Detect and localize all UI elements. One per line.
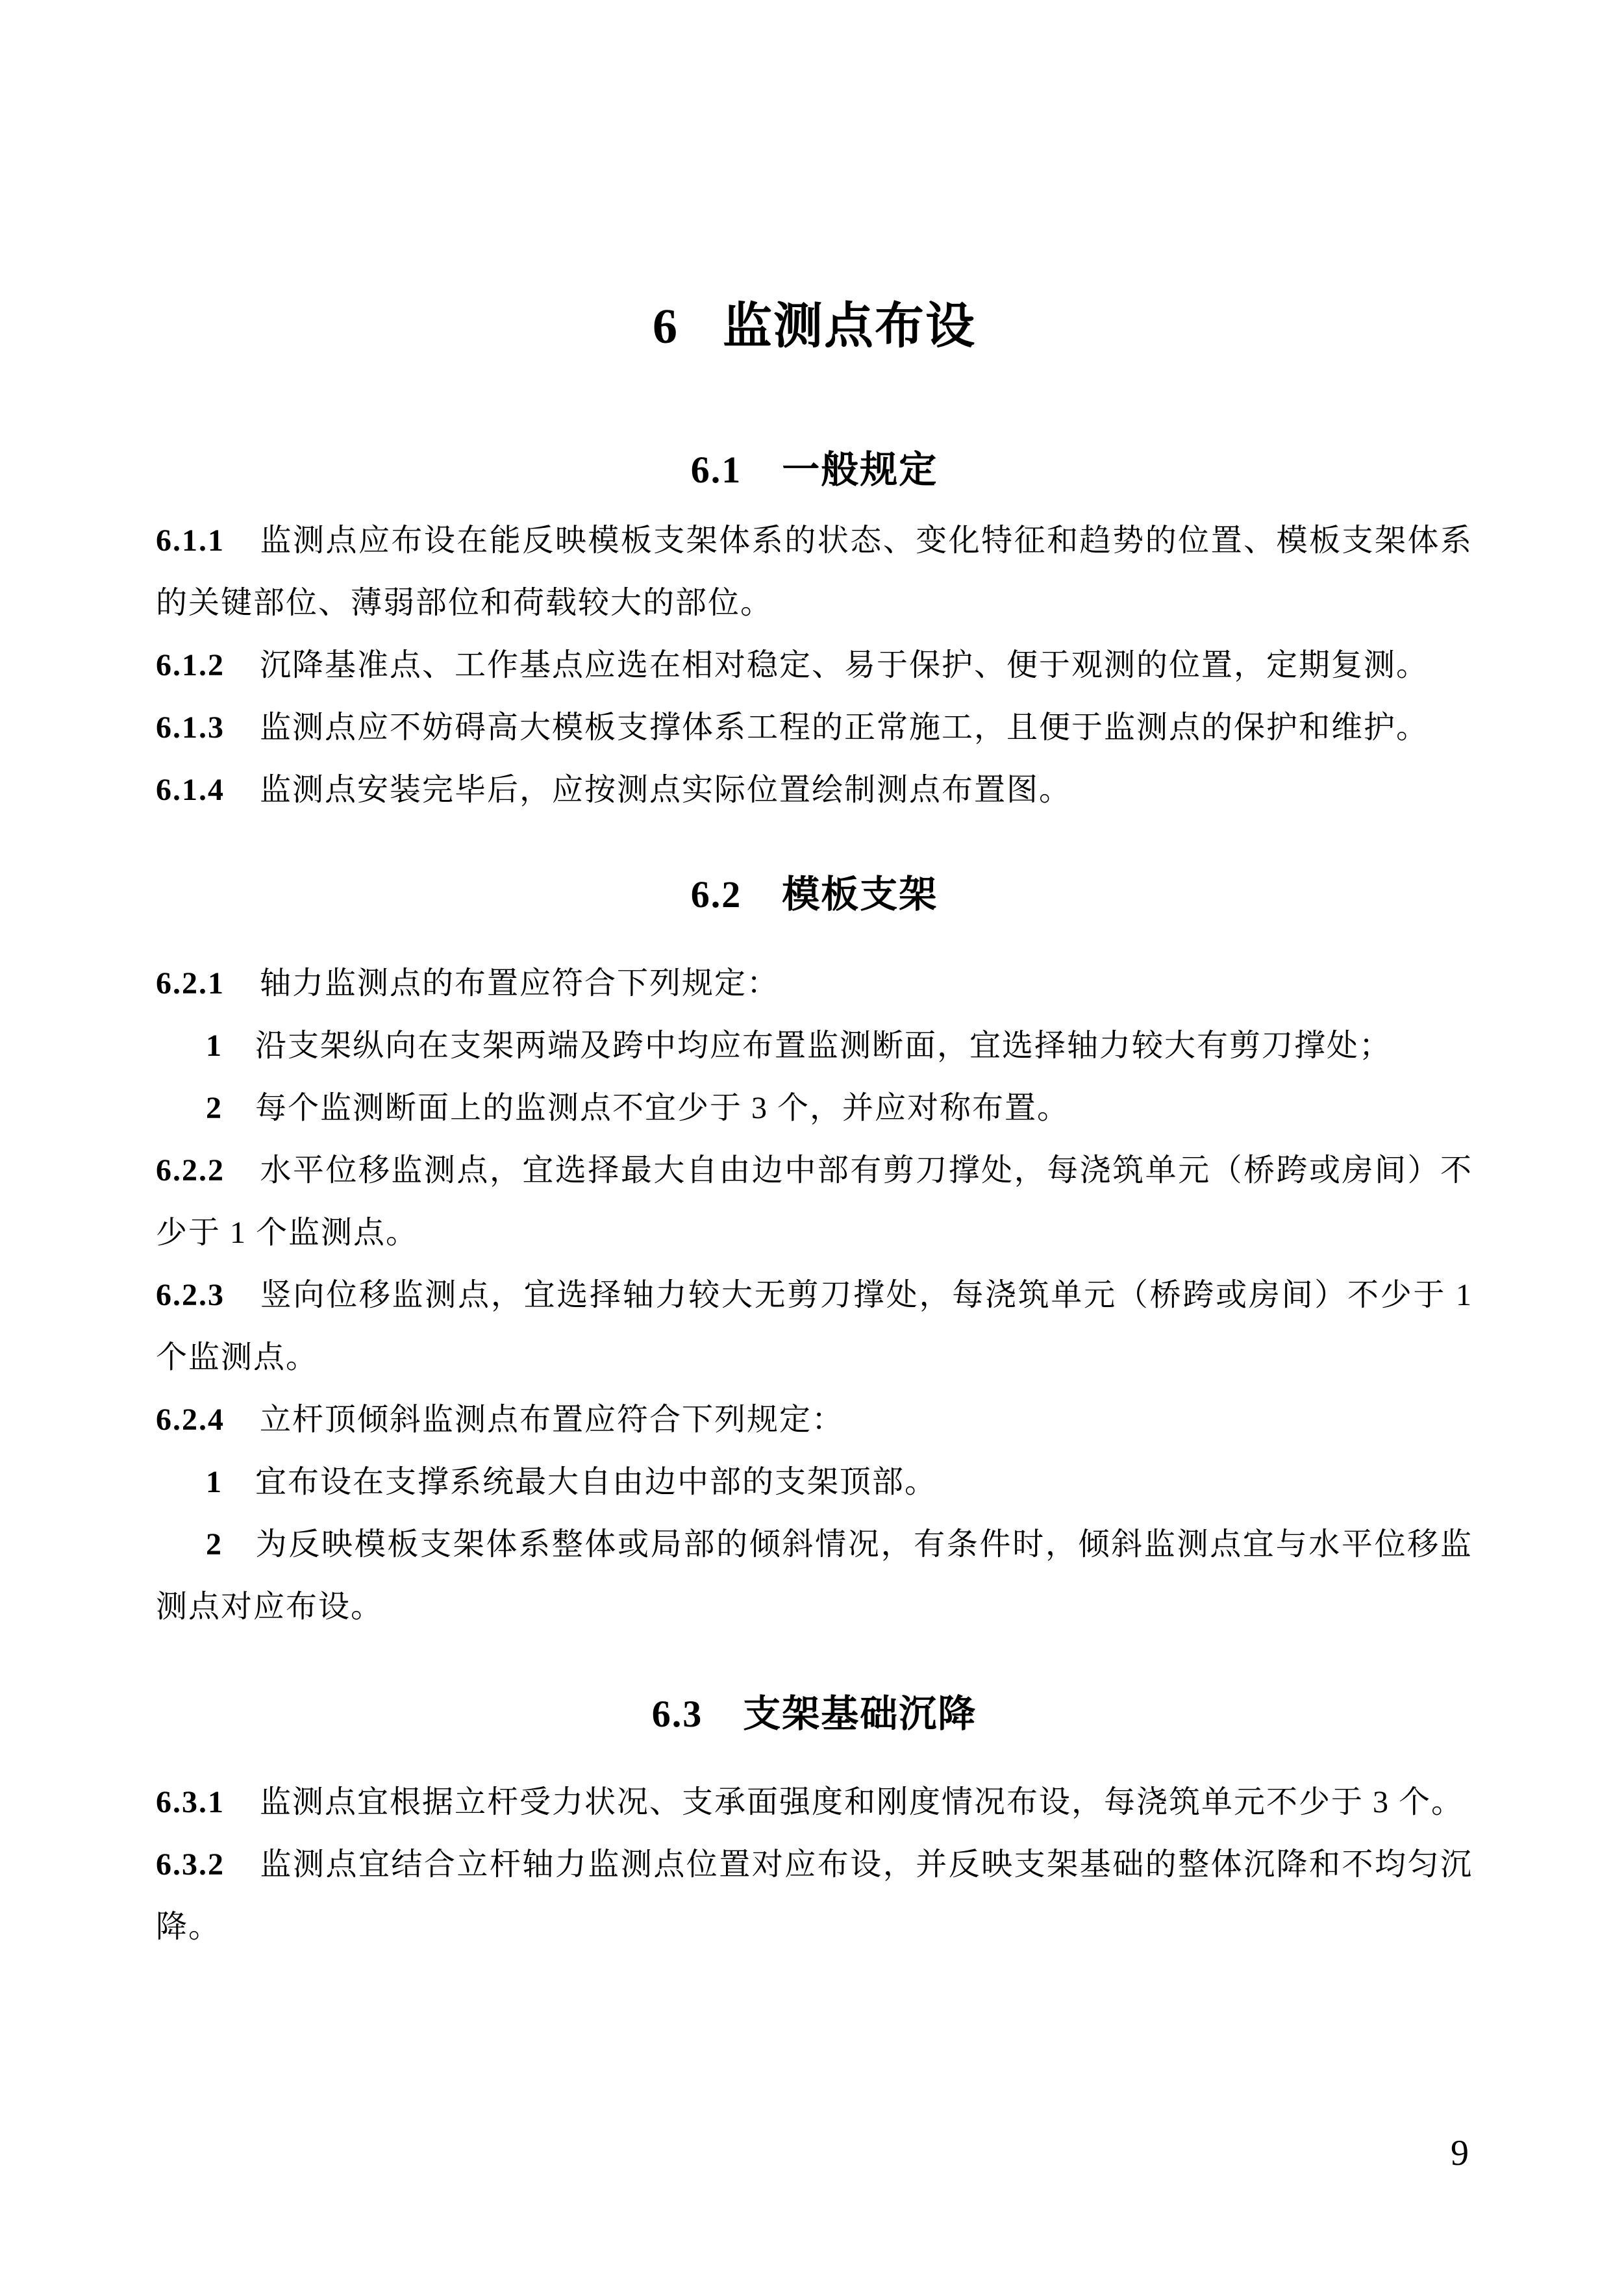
- clause-text: 竖向位移监测点，宜选择轴力较大无剪刀撑处，每浇筑单元（桥跨或房间）不少于 1 个监测点。: [156, 1278, 1473, 1375]
- clause-label: 6.2.3: [156, 1278, 225, 1312]
- clause-text: 立杆顶倾斜监测点布置应符合下列规定：: [260, 1403, 845, 1437]
- section-heading-6-1: [156, 451, 1473, 489]
- subclause-paragraph: [156, 1514, 1473, 1638]
- chapter-title-text: 监测点布设: [723, 299, 976, 354]
- page-number: 9: [1451, 2133, 1469, 2173]
- subclause-text: 沿支架纵向在支架两端及跨中均应布置监测断面，宜选择轴力较大有剪刀撑处；: [255, 1029, 1392, 1063]
- clause-paragraph: [156, 1389, 1473, 1451]
- section-number: 6.1: [690, 449, 742, 491]
- clause-text: 监测点应布设在能反映模板支架体系的状态、变化特征和趋势的位置、模板支架体系的关键部位、薄弱部位和荷载较大的部位。: [156, 523, 1473, 620]
- section-number: 6.3: [651, 1693, 703, 1735]
- subclause-text: 为反映模板支架体系整体或局部的倾斜情况，有条件时，倾斜监测点宜与水平位移监测点对应布设。: [156, 1527, 1473, 1624]
- clause-text: 监测点宜根据立杆受力状况、支承面强度和刚度情况布设，每浇筑单元不少于 3 个。: [260, 1785, 1464, 1819]
- section-title-text: 一般规定: [782, 449, 938, 491]
- subclause-paragraph: [156, 1015, 1473, 1077]
- clause-label: 6.1.1: [156, 523, 225, 558]
- clause-label: 6.2.2: [156, 1153, 225, 1188]
- clause-text: 监测点安装完毕后，应按测点实际位置绘制测点布置图。: [260, 773, 1072, 807]
- chapter-number: 6: [653, 299, 679, 354]
- section-heading-6-3: [156, 1695, 1473, 1733]
- clause-label: 6.3.2: [156, 1847, 225, 1882]
- clause-text: 轴力监测点的布置应符合下列规定：: [260, 966, 780, 1001]
- section-heading-6-2: [156, 873, 1473, 916]
- clause-text: 沉降基准点、工作基点应选在相对稳定、易于保护、便于观测的位置，定期复测。: [260, 648, 1429, 682]
- subclause-label: 2: [206, 1091, 223, 1125]
- section-number: 6.2: [690, 873, 742, 916]
- subclause-paragraph: [156, 1077, 1473, 1140]
- clause-text: 水平位移监测点，宜选择最大自由边中部有剪刀撑处，每浇筑单元（桥跨或房间）不少于 1 个监测点。: [156, 1153, 1473, 1250]
- clause-label: 6.2.1: [156, 966, 225, 1001]
- clause-paragraph: [156, 510, 1473, 634]
- page-content: [156, 299, 1473, 2173]
- clause-text: 监测点应不妨碍高大模板支撑体系工程的正常施工，且便于监测点的保护和维护。: [260, 710, 1429, 745]
- subclause-paragraph: [156, 1451, 1473, 1514]
- subclause-text: 宜布设在支撑系统最大自由边中部的支架顶部。: [255, 1465, 938, 1499]
- subclause-label: 2: [206, 1527, 223, 1562]
- subclause-label: 1: [206, 1029, 223, 1063]
- clause-paragraph: [156, 1140, 1473, 1264]
- section-title-text: 支架基础沉降: [743, 1693, 977, 1735]
- clause-label: 6.1.4: [156, 773, 225, 807]
- section-title-text: 模板支架: [782, 873, 938, 916]
- clause-label: 6.2.4: [156, 1403, 225, 1437]
- clause-paragraph: [156, 1264, 1473, 1389]
- clause-label: 6.1.2: [156, 648, 225, 682]
- clause-paragraph: [156, 697, 1473, 759]
- clause-paragraph: [156, 634, 1473, 697]
- clause-paragraph: [156, 1771, 1473, 1834]
- clause-paragraph: [156, 953, 1473, 1015]
- subclause-text: 每个监测断面上的监测点不宜少于 3 个，并应对称布置。: [255, 1091, 1070, 1125]
- chapter-heading: [156, 299, 1473, 354]
- clause-label: 6.1.3: [156, 710, 225, 745]
- clause-paragraph: [156, 1834, 1473, 1958]
- clause-paragraph: [156, 759, 1473, 821]
- subclause-label: 1: [206, 1465, 223, 1499]
- clause-label: 6.3.1: [156, 1785, 225, 1819]
- clause-text: 监测点宜结合立杆轴力监测点位置对应布设，并反映支架基础的整体沉降和不均匀沉降。: [156, 1847, 1473, 1944]
